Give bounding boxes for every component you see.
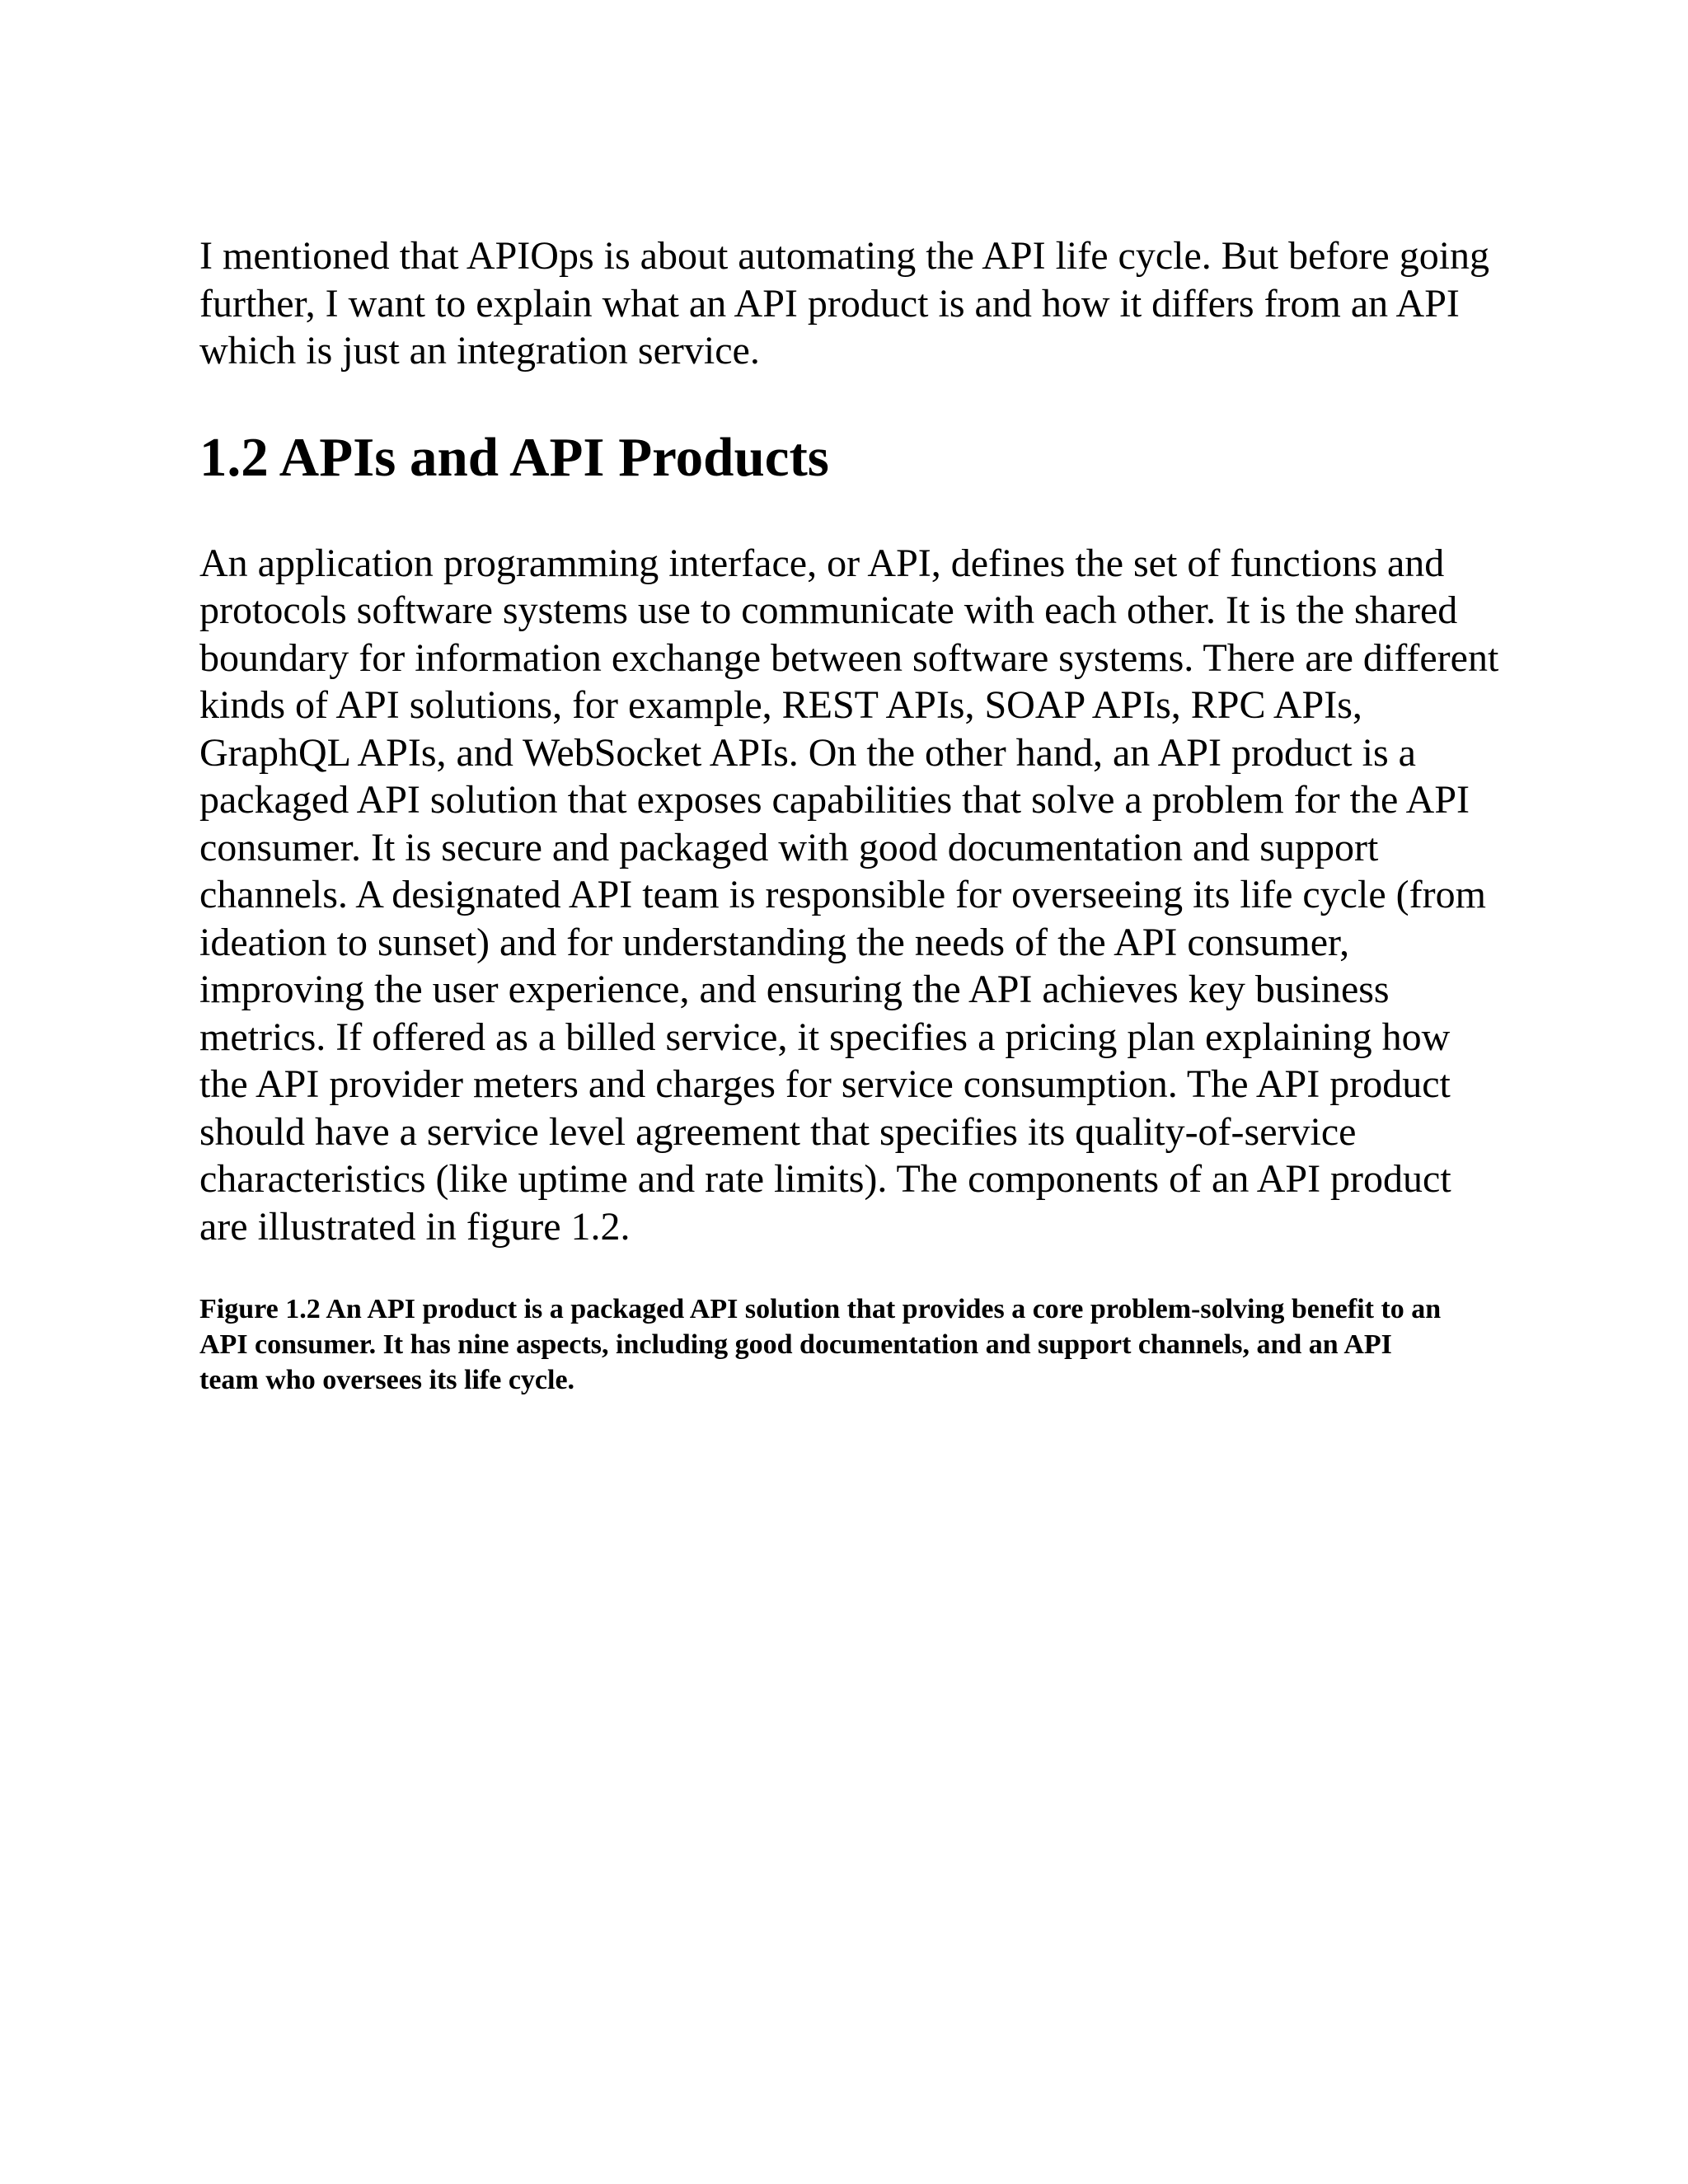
document-page (199, 232, 1502, 1398)
intro-paragraph: I mentioned that APIOps is about automating the API life cycle. But before going further, I want to explain what an API product is and how it differs from an API which is just an integration service. (199, 234, 1490, 373)
section-heading: 1.2 APIs and API Products (199, 426, 829, 488)
figure-caption: Figure 1.2 An API product is a packaged API solution that provides a core problem-solving benefit to an API consumer. It has nine aspects, including good documentation and support channels, and an API team who oversees its life cycle. (199, 1294, 1442, 1395)
body-paragraph: An application programming interface, or API, defines the set of functions and protocols software systems use to communicate with each other. It is the shared boundary for information exchange between software systems. There are different kinds of API solutions, for example, REST APIs, SOAP APIs, RPC APIs, GraphQL APIs, and WebSocket APIs. On the other hand, an API product is a packaged API solution that exposes capabilities that solve a problem for the API consumer. It is secure and packaged with good documentation and support channels. A designated API team is responsible for overseeing its life cycle (from ideation to sunset) and for understanding the needs of the API consumer, improving the user experience, and ensuring the API achieves key business metrics. If offered as a billed service, it specifies a pricing plan explaining how the API provider meters and charges for service consumption. The API product should have a service level agreement that specifies its quality-of-service characteristics (like uptime and rate limits). The components of an API product are illustrated in figure 1.2. (199, 541, 1499, 1249)
